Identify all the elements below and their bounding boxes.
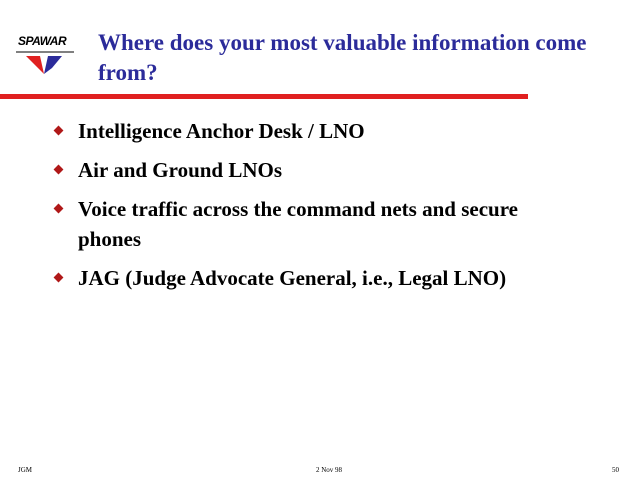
list-item (50, 194, 570, 254)
list-item (50, 155, 570, 185)
diamond-bullet-icon (54, 273, 64, 283)
bullet-text: Voice traffic across the command nets and secure phones (78, 197, 518, 251)
title-divider (0, 94, 528, 99)
slide-title: Where does your most valuable information come from? (98, 30, 587, 85)
footer-date: 2 Nov 98 (316, 466, 343, 474)
bullet-text: Intelligence Anchor Desk / LNO (78, 119, 365, 143)
diamond-bullet-icon (54, 126, 64, 136)
list-item (50, 116, 570, 146)
logo-text: SPAWAR (18, 34, 67, 48)
spawar-logo (14, 34, 78, 82)
diamond-bullet-icon (54, 204, 64, 214)
bullet-text: Air and Ground LNOs (78, 158, 283, 182)
footer-author: JGM (18, 466, 33, 474)
bullet-text: JAG (Judge Advocate General, i.e., Legal LNO) (78, 266, 507, 290)
logo-chevron-icon (14, 34, 78, 82)
list-item (50, 263, 570, 293)
footer-page-number: 50 (612, 466, 619, 474)
bullet-list (50, 116, 570, 302)
diamond-bullet-icon (54, 165, 64, 175)
